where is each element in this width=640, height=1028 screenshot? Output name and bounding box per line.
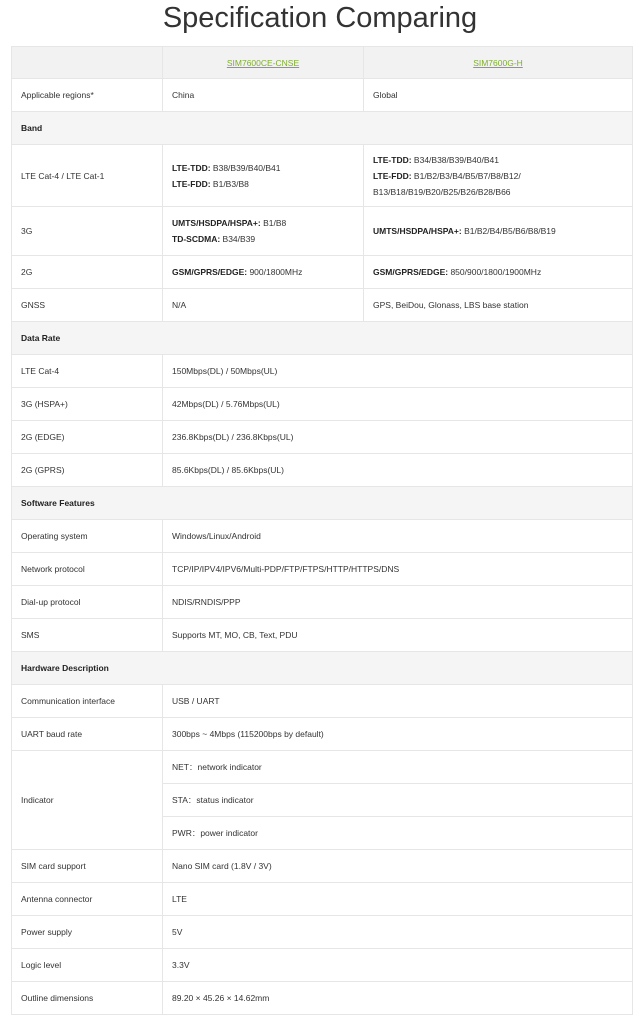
row-value-sim7600ce: N/A	[163, 289, 364, 322]
band-value: B38/B39/B40/B41	[210, 162, 281, 173]
table-row	[12, 256, 633, 289]
band-value: B34/B38/B39/B40/B41	[411, 154, 499, 165]
page-title: Specification Comparing	[162, 2, 478, 34]
row-value: 236.8Kbps(DL) / 236.8Kbps(UL)	[163, 421, 633, 454]
band-cell-sim7600ce	[163, 256, 364, 289]
band-key: LTE-FDD:	[172, 178, 211, 189]
band-value: 900/1800MHz	[247, 267, 303, 277]
band-key: LTE-TDD:	[172, 162, 211, 173]
row-label: LTE Cat-4 / LTE Cat-1	[12, 145, 163, 207]
table-row	[12, 751, 633, 784]
band-line	[373, 264, 623, 280]
section-row	[12, 487, 633, 520]
row-value: 5V	[163, 916, 633, 949]
section-heading: Data Rate	[12, 322, 633, 355]
band-key: LTE-FDD:	[373, 170, 412, 181]
table-row	[12, 916, 633, 949]
row-label: 3G (HSPA+)	[12, 388, 163, 421]
band-key: GSM/GPRS/EDGE:	[172, 267, 248, 277]
table-row	[12, 685, 633, 718]
table-row	[12, 586, 633, 619]
row-label: UART baud rate	[12, 718, 163, 751]
section-row	[12, 322, 633, 355]
row-value: NDIS/RNDIS/PPP	[163, 586, 633, 619]
band-cell-sim7600gh	[364, 145, 633, 207]
table-row	[12, 145, 633, 207]
row-label: Logic level	[12, 949, 163, 982]
row-value: NET：network indicator	[163, 751, 633, 784]
row-value: 150Mbps(DL) / 50Mbps(UL)	[163, 355, 633, 388]
band-cell-sim7600ce	[163, 145, 364, 207]
table-row	[12, 79, 633, 112]
band-cell-sim7600gh	[364, 256, 633, 289]
band-cell-sim7600gh	[364, 207, 633, 256]
sim7600gh-link[interactable]: SIM7600G-H	[473, 57, 523, 68]
band-line	[172, 160, 354, 176]
table-row	[12, 520, 633, 553]
row-label: Dial-up protocol	[12, 586, 163, 619]
header-empty-cell	[12, 47, 163, 79]
row-value-sim7600gh: GPS, BeiDou, Glonass, LBS base station	[364, 289, 633, 322]
table-row	[12, 982, 633, 1015]
band-line	[373, 152, 623, 168]
table-row	[12, 553, 633, 586]
band-key: TD-SCDMA:	[172, 234, 221, 244]
row-value: 85.6Kbps(DL) / 85.6Kbps(UL)	[163, 454, 633, 487]
spec-table	[11, 46, 633, 1015]
row-label: 3G	[12, 207, 163, 256]
row-value: 3.3V	[163, 949, 633, 982]
band-line	[172, 176, 354, 192]
row-label: Outline dimensions	[12, 982, 163, 1015]
band-key: LTE-TDD:	[373, 154, 412, 165]
band-line	[172, 264, 354, 280]
row-value: 42Mbps(DL) / 5.76Mbps(UL)	[163, 388, 633, 421]
table-row	[12, 388, 633, 421]
row-label: Antenna connector	[12, 883, 163, 916]
row-label: Communication interface	[12, 685, 163, 718]
band-line	[172, 231, 354, 247]
section-heading: Hardware Description	[12, 652, 633, 685]
row-value: Windows/Linux/Android	[163, 520, 633, 553]
table-row	[12, 949, 633, 982]
section-heading: Band	[12, 112, 633, 145]
band-line	[172, 215, 354, 231]
row-value: Nano SIM card (1.8V / 3V)	[163, 850, 633, 883]
row-label: 2G	[12, 256, 163, 289]
band-value: B1/B2/B3/B4/B5/B7/B8/B12/ B13/B18/B19/B20/B25/B26/B28/B66	[373, 170, 521, 197]
row-label: LTE Cat-4	[12, 355, 163, 388]
band-key: UMTS/HSDPA/HSPA+:	[172, 218, 261, 228]
row-value: USB / UART	[163, 685, 633, 718]
row-value-sim7600gh: Global	[364, 79, 633, 112]
section-row	[12, 652, 633, 685]
row-value: STA：status indicator	[163, 784, 633, 817]
band-line	[373, 223, 623, 239]
table-row	[12, 619, 633, 652]
table-row	[12, 421, 633, 454]
table-row	[12, 207, 633, 256]
row-value: 300bps ~ 4Mbps (115200bps by default)	[163, 718, 633, 751]
row-label: Applicable regions*	[12, 79, 163, 112]
sim7600ce-link[interactable]: SIM7600CE-CNSE	[226, 57, 300, 68]
table-row	[12, 289, 633, 322]
table-header-row	[12, 47, 633, 79]
row-value: LTE	[163, 883, 633, 916]
band-value: B1/B8	[260, 218, 287, 228]
table-row	[12, 454, 633, 487]
row-value-sim7600ce: China	[163, 79, 364, 112]
band-value: 850/900/1800/1900MHz	[448, 267, 542, 277]
row-label: 2G (GPRS)	[12, 454, 163, 487]
row-label: Network protocol	[12, 553, 163, 586]
table-row	[12, 718, 633, 751]
band-value: B1/B3/B8	[210, 178, 249, 189]
row-label: SMS	[12, 619, 163, 652]
section-row	[12, 112, 633, 145]
row-label: GNSS	[12, 289, 163, 322]
row-label: Operating system	[12, 520, 163, 553]
header-cell-sim7600ce	[163, 47, 364, 79]
band-value: B34/B39	[220, 234, 256, 244]
table-row	[12, 850, 633, 883]
band-value: B1/B2/B4/B5/B6/B8/B19	[461, 226, 556, 236]
row-value: TCP/IP/IPV4/IPV6/Multi-PDP/FTP/FTPS/HTTP/HTTPS/DNS	[163, 553, 633, 586]
header-cell-sim7600gh	[364, 47, 633, 79]
row-value: 89.20 × 45.26 × 14.62mm	[163, 982, 633, 1015]
row-label: 2G (EDGE)	[12, 421, 163, 454]
band-key: UMTS/HSDPA/HSPA+:	[373, 226, 462, 236]
band-line	[373, 168, 623, 200]
row-label: SIM card support	[12, 850, 163, 883]
band-key: GSM/GPRS/EDGE:	[373, 267, 449, 277]
band-cell-sim7600ce	[163, 207, 364, 256]
row-label: Power supply	[12, 916, 163, 949]
row-value: Supports MT, MO, CB, Text, PDU	[163, 619, 633, 652]
row-value: PWR：power indicator	[163, 817, 633, 850]
table-row	[12, 355, 633, 388]
section-heading: Software Features	[12, 487, 633, 520]
table-row	[12, 883, 633, 916]
row-label: Indicator	[12, 751, 163, 850]
